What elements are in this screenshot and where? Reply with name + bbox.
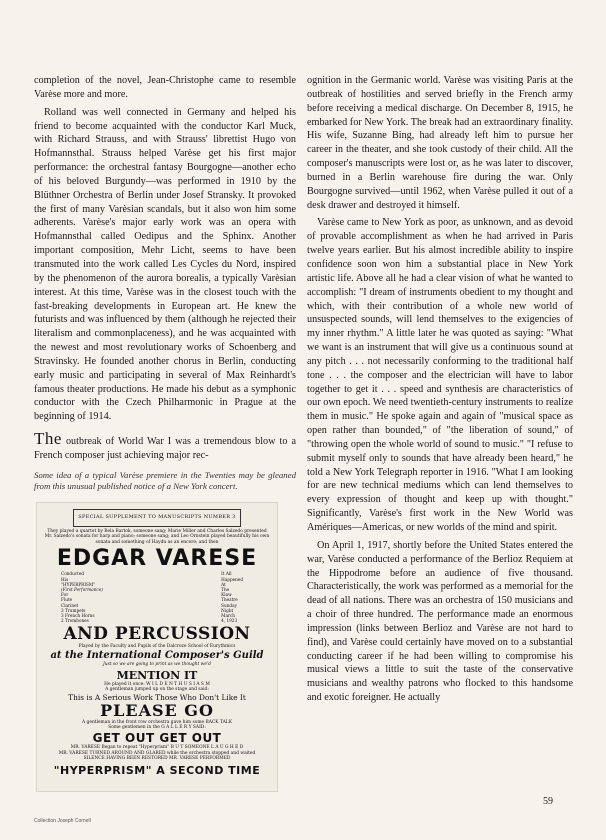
clipping-caption: Some idea of a typical Varèse premiere in the Twenties may be gleaned from this unusual published notice of a New York concert. <box>34 469 296 491</box>
clip-and-percussion: AND PERCUSSION <box>63 624 251 645</box>
clip-serious: This is A Serious Work Those Who Don't Like It <box>68 692 246 702</box>
paragraph-continuation: completion of the novel, Jean-Christophe came to resemble Varèse more and more. <box>34 75 296 100</box>
clip-line: Happened <box>221 576 243 582</box>
clip-line: Conducted <box>61 571 84 577</box>
clip-right-block <box>221 571 243 623</box>
clip-line: For <box>61 592 69 598</box>
concert-notice-clipping <box>36 502 278 792</box>
clip-jumped: A gentleman jumped up on the stage and said: <box>105 687 209 693</box>
clip-second-time: "HYPERPRISM" A SECOND TIME <box>53 763 261 777</box>
clip-details <box>43 571 271 623</box>
clip-line: 4, 1923 <box>221 618 238 624</box>
page-number: 59 <box>543 796 553 807</box>
clip-line: It All <box>221 571 232 577</box>
clip-line: Night <box>221 607 234 613</box>
clip-please-go: PLEASE GO <box>100 700 214 720</box>
clip-line: (First Performance) <box>61 587 103 593</box>
clip-intro: They played a quartet by Bela Bartok, someone sang; Marie Miller and Charles Salzedo presented Mr. Salzedo's sonata for harp and piano; someone sang; and Leo Ornstein played beautifully his own sonata and something of Haydn as an encore; and then <box>44 528 270 545</box>
clip-get-out: GET OUT GET OUT <box>92 731 222 745</box>
clip-gallery: Some gentlemen in the G A L L E R Y SAID: <box>108 725 206 731</box>
right-column <box>307 74 573 705</box>
clip-line: "HYPERPRISM" <box>61 581 96 587</box>
dropcap-the: The <box>34 429 62 449</box>
clip-turned: MR. VARESE TURNED AROUND AND GLARED while the orchestra stopped and waited <box>58 750 256 756</box>
paragraph-requiem: On April 1, 1917, shortly before the United States entered the war, Varèse conducted a performance of the Berlioz Requiem at the Hippodrome before an audience of five thousand. Characteristically, the work was performed as a memorial for the dead of all nations. There was an orchestra of 150 musicians and a choir of three hundred. The performance made an enormous impression (links between Berlioz and Varèse are not hard to find), and Varèse could certainly have moved on to a substantial conducting career if he had been willing to compromise his musical views a little to suit the taste of the conservative musicians and wealthy patrons who flocked to this handsome and exotic foreigner. He actually <box>307 539 573 704</box>
paragraph-rolland: Rolland was well connected in Germany and helped his friend to become acquainted with the conductor Karl Muck, with Richard Strauss, and with Strauss' librettist Hugo von Hofmannsthal. Strauss helped Varèse get his first major performance: the orchestral fantasy Bourgogne—another echo of his beloved Burgundy—was performed in 1910 by the Blüthner Orchestra of Berlin under Josef Stransky. It provoked the first of many Varèsian scandals, but it also won him some adherents. Varèse's major early work was an opera with Hofmannsthal called Oedipus and the Sphinx. Another important composition, Mehr Licht, seems to have been transmuted into the work called Les Cycles du Nord, inspired by the phenomenon of the aurora borealis, a typically Varèsian interest. At this time, Varèse was in the closest touch with the fast-breaking developments in European art. He knew the futurists and was influenced by them (although he rejected their literalism and commonplaceness), and he was acquainted with the newest and most revolutionary works of Schoenberg and Stravinsky. He founded another chorus in Berlin, conducting early music and participating in several of Max Reinhardt's famous theater productions. He made his debut as a symphonic conductor with the Czech Philharmonic in Prague at the beginning of 1914. <box>34 106 296 423</box>
clip-once: He played it once: W I L D E N T H U S I A S M <box>104 681 210 687</box>
clip-header: SPECIAL SUPPLEMENT TO MANUSCRIPTS NUMBER 3 <box>73 509 240 527</box>
clip-line: Clarinet <box>61 602 79 608</box>
clip-line: At <box>221 581 226 587</box>
clip-line: 3 Trumpets <box>61 607 86 613</box>
clip-played-by: Played by the Faculty and Pupils of the Dalcroze School of Eurythmics <box>78 644 236 650</box>
clip-back-talk: A gentleman in the front row orchestra gave him some BACK TALK <box>81 719 233 725</box>
clip-line: March <box>221 613 235 619</box>
clip-line: Theatre <box>221 597 238 603</box>
clip-just-so: Just so we are going to print as we thought we'd <box>102 662 211 668</box>
clip-line: 2 Trombones <box>61 618 89 624</box>
clip-line: Sunday <box>221 602 237 608</box>
clip-line: Klaw <box>221 592 232 598</box>
clip-guild: at the International Composer's Guild <box>50 650 264 662</box>
clip-line: His <box>61 576 69 582</box>
paragraph-new-york: Varèse came to New York as poor, as unknown, and as devoid of provable accomplishment as when he had arrived in Paris twelve years earlier. But his almost incredible ability to inspire confidence soon won him a substantial place in New York artistic life. Above all he had a clear vision of what he wanted to accomplish: "I dream of instruments obedient to my thought and which, with their contribution of a whole new world of unsuspected sounds, will lend themselves to the exigencies of my inner rhythm." A little later he was quoted as saying: "What we want is an instrument that will give us a continuous sound at any pitch . . . not necessarily conforming to the traditional half tone . . . the composer and the electrician will have to labor together to get it . . . speed and synthesis are characteristics of our own epoch. We need twentieth-century instruments to realize them in music." He spoke again and again of "musical space as open rather than bounded," of "the liberation of sound," of "throwing open the whole world of sound to music." "I refuse to submit myself only to sounds that have already been heard," he told a New York Telegraph reporter in 1916. "What I am looking for are new technical mediums which can lend themselves to every expression of thought and keep up with thought." Significantly, Varèse's first work in the New World was Amériques—Americas, or new worlds of the mind and spirit. <box>307 217 573 533</box>
clip-left-block <box>61 571 103 623</box>
clip-repeat: MR. VARESE Began to repeat "Hyperprism" B U T SOMEONE L A U G H E D <box>70 745 244 750</box>
left-column <box>34 74 296 792</box>
clip-silence: SILENCE HAVING BEEN RESTORED MR. VARESE PERFORMED <box>83 756 231 762</box>
clip-line: 3 French Horns <box>61 613 95 619</box>
clip-line: Flute <box>61 597 73 603</box>
photo-credit: Collection Joseph Cornell <box>34 818 91 824</box>
paragraph-recognition: ognition in the Germanic world. Varèse was visiting Paris at the outbreak of hostilities and served briefly in the French army before receiving a medical discharge. On December 8, 1915, he embarked for New York. The break had an extraordinary finality. His wife, Suzanne Bing, had already left him to pursue her career in the theater, and she took custody of their child. All the composer's manuscripts were lost or, as he was later to discover, burned in a Berlin warehouse fire during the war. Only Bourgogne survived—until 1962, when Varèse pulled it out of a desk drawer and destroyed it himself. <box>307 75 573 211</box>
clip-title: EDGAR VARESE <box>56 546 258 572</box>
clip-line: The <box>221 587 230 593</box>
clip-mention: MENTION IT <box>116 668 198 682</box>
paragraph-war <box>34 429 296 463</box>
war-text: outbreak of World War I was a tremendous blow to a French composer just achieving major rec- <box>34 436 296 461</box>
